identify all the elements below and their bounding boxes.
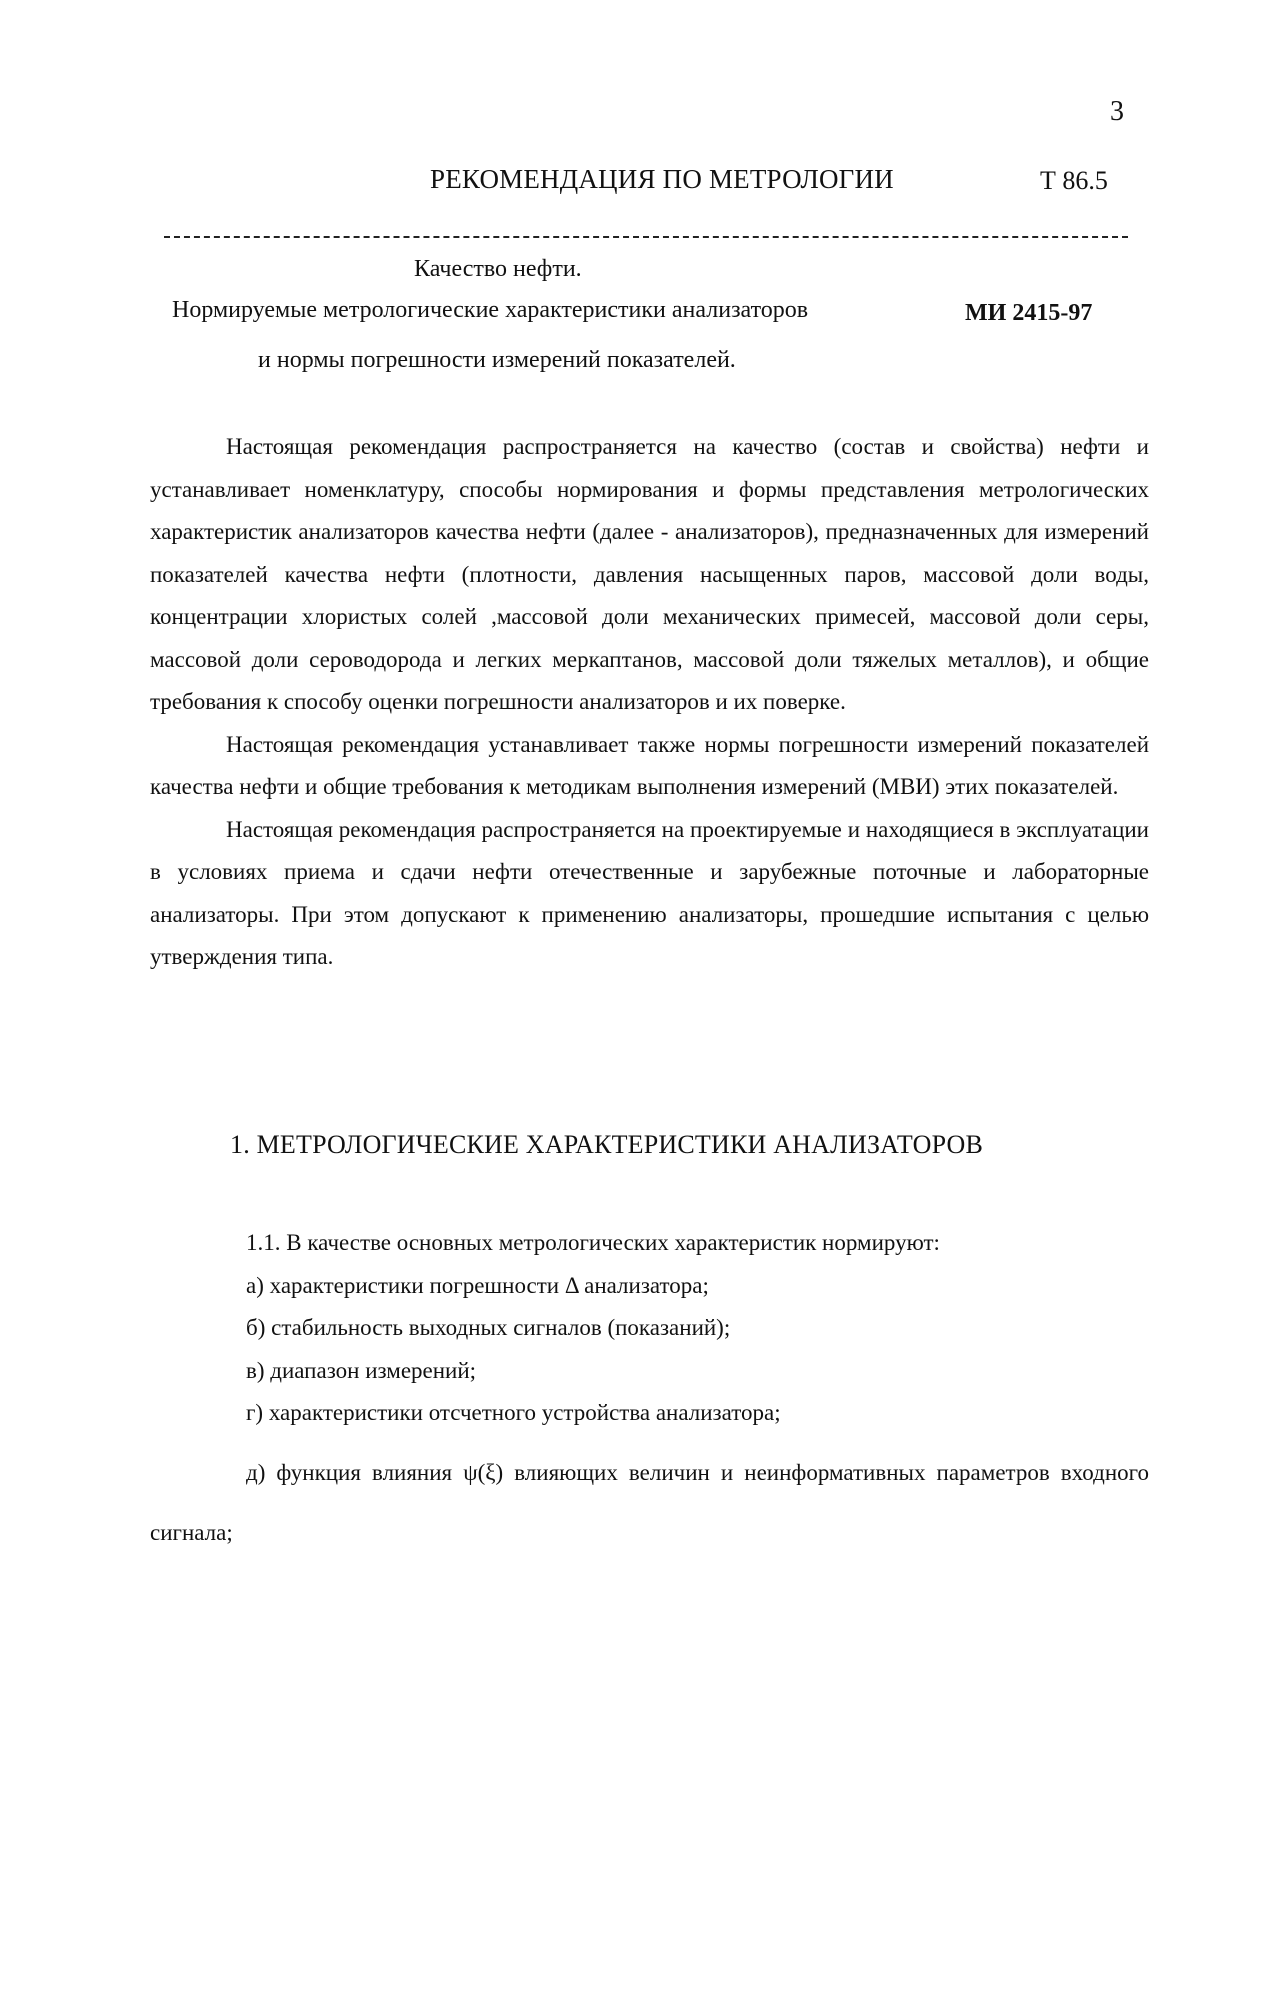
header-title: РЕКОМЕНДАЦИЯ ПО МЕТРОЛОГИИ: [430, 164, 894, 194]
paragraph-scope: Настоящая рекомендация распространяется на качество (состав и свойства) нефти и устанавливает номенклатуру, способы нормирования и формы представления метрологических характеристик анализаторов качества нефти (далее - анализаторов), предназначенных для измерений показателей качества нефти (плотности, давления насыщенных паров, массовой доли воды, концентрации хлористых солей ,массовой доли механических примесей, массовой доли серы, массовой доли сероводорода и легких меркаптанов, массовой доли тяжелых металлов), и общие требования к способу оценки погрешности анализаторов и их поверке.: [150, 434, 1149, 714]
list-item: в) диапазон измерений;: [246, 1357, 477, 1383]
list-intro: 1.1. В качестве основных метрологических характеристик нормируют:: [246, 1230, 940, 1255]
body-text: [150, 426, 1149, 979]
title-line-2: Нормируемые метрологические характеристики анализаторов: [172, 297, 809, 323]
header-code: Т 86.5: [1040, 166, 1108, 195]
list-item: а) характеристики погрешности Δ анализатора;: [246, 1272, 709, 1298]
list-item: д) функция влияния ψ(ξ) влияющих величин и неинформативных параметров входного сигнала;: [150, 1459, 1149, 1545]
paragraph-norms: Настоящая рекомендация устанавливает также нормы погрешности измерений показателей качества нефти и общие требования к методикам выполнения измерений (МВИ) этих показателей.: [150, 731, 1149, 799]
section-heading: 1. МЕТРОЛОГИЧЕСКИЕ ХАРАКТЕРИСТИКИ АНАЛИЗАТОРОВ: [230, 1130, 984, 1159]
header-rule: [164, 236, 1128, 238]
paragraph-application: Настоящая рекомендация распространяется на проектируемые и находящиеся в эксплуатации в условиях приема и сдачи нефти отечественные и зарубежные поточные и лабораторные анализаторы. При этом допускают к применению анализаторы, прошедшие испытания с целью утверждения типа.: [150, 816, 1149, 969]
title-line-1: Качество нефти.: [414, 256, 582, 282]
title-line-3: и нормы погрешности измерений показателей.: [258, 347, 736, 373]
list-item: г) характеристики отсчетного устройства анализатора;: [246, 1400, 781, 1425]
document-code: МИ 2415-97: [965, 300, 1093, 326]
list-item: б) стабильность выходных сигналов (показаний);: [246, 1315, 731, 1340]
page-number: 3: [1110, 96, 1124, 127]
characteristics-list: [150, 1222, 1149, 1563]
